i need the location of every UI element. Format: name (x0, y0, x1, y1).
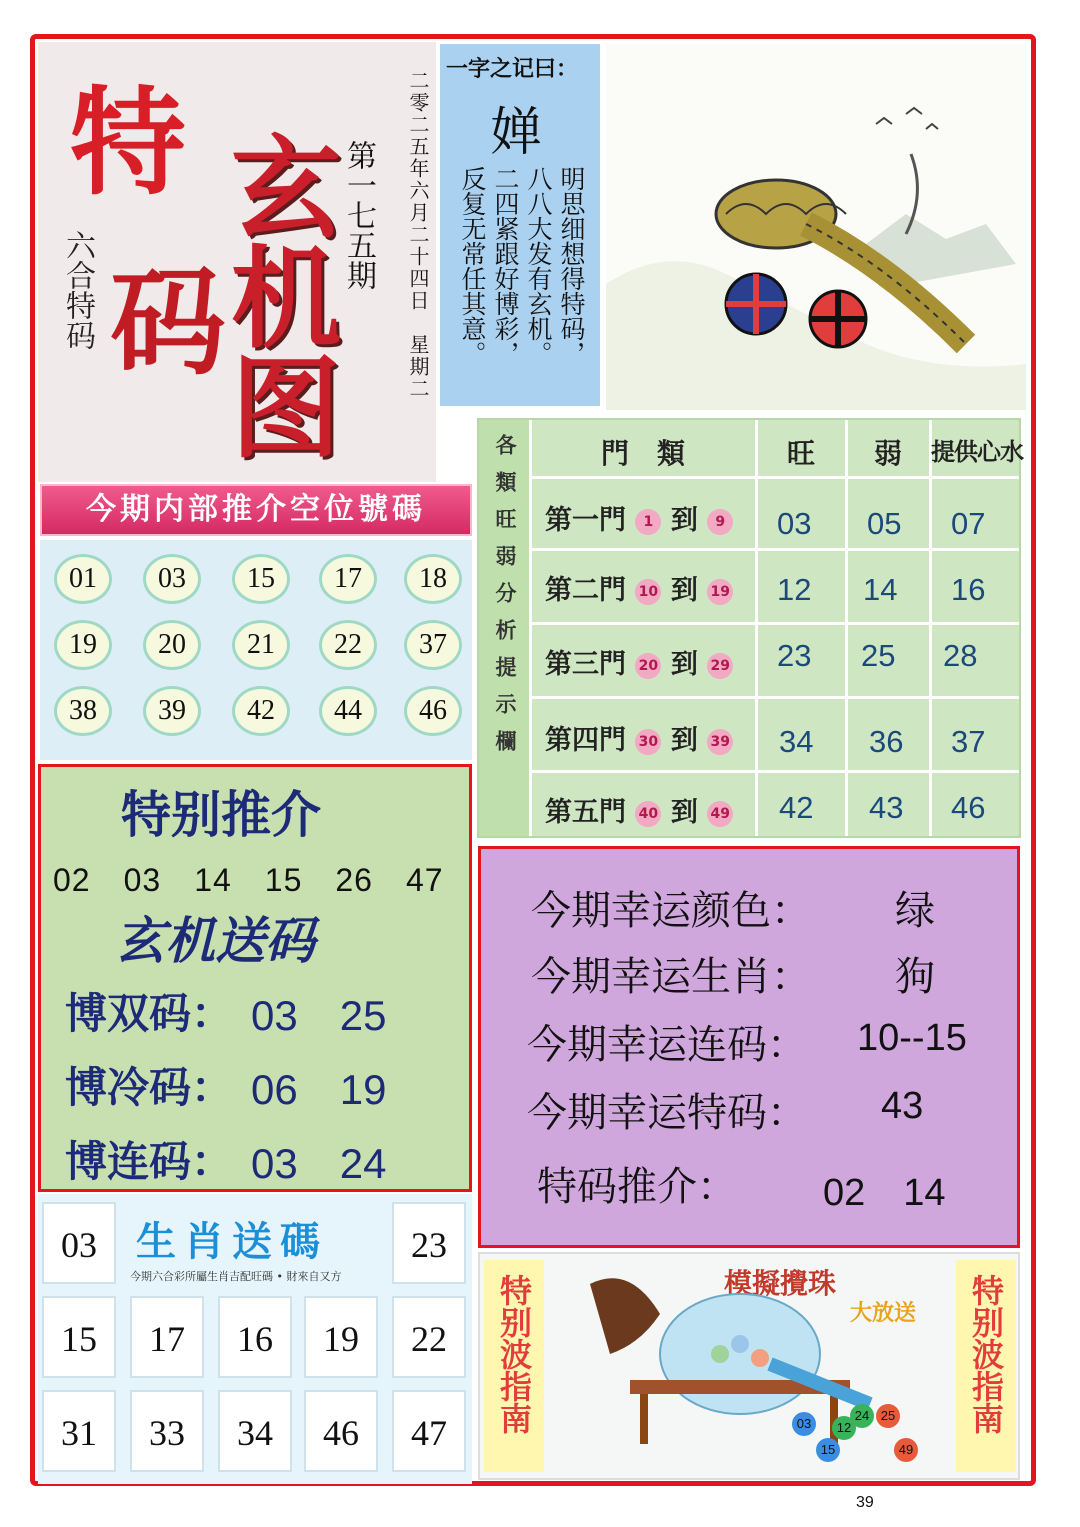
wave-panel (478, 1252, 1020, 1480)
riddle-char: 婵 (490, 103, 543, 163)
title-ma: 码 (110, 255, 226, 391)
riddle-title: 一字之记曰： (446, 57, 579, 82)
wave-side-right: 特别波指南 (967, 1274, 1005, 1434)
door-value: 28 (943, 638, 978, 673)
lucky-label: 今期幸运生肖： (531, 954, 811, 1000)
zodiac-cell: 46 (304, 1390, 378, 1472)
riddle-line-2: 八八大发有玄机。 (524, 166, 553, 366)
issue-number: 第一七五期 (341, 140, 376, 290)
riddle-line-3: 二四紧跟好博彩， (491, 166, 520, 366)
zodiac-panel (38, 1194, 472, 1484)
door-name: 第三門 (545, 649, 626, 680)
number-ball: 19 (54, 620, 112, 670)
door-to-word: 到 (670, 725, 698, 756)
number-ball: 15 (232, 554, 290, 604)
zodiac-subtitle: 今期六合彩所屬生肖吉配旺碼 • 財來自又方 (130, 1270, 342, 1283)
zodiac-cell: 16 (218, 1296, 292, 1378)
door-to-word: 到 (670, 575, 698, 606)
sim-ball: 25 (876, 1404, 900, 1428)
recommend-banner: 今期内部推介空位號碼 (40, 484, 472, 536)
door-value: 43 (869, 790, 904, 825)
page-number: 39 (856, 1494, 874, 1511)
number-ball: 01 (54, 554, 112, 604)
riddle-line-4: 反复无常任其意。 (458, 166, 487, 366)
door-from: 40 (635, 801, 661, 827)
special-label: 博连码： (65, 1137, 234, 1186)
door-to-word: 到 (670, 797, 698, 828)
wave-title: 模擬攪珠 (724, 1267, 837, 1300)
zodiac-cell: 33 (130, 1390, 204, 1472)
zodiac-cell: 17 (130, 1296, 204, 1378)
wave-side-left: 特别波指南 (495, 1274, 533, 1434)
door-value: 07 (951, 506, 986, 541)
door-from: 30 (635, 729, 661, 755)
zodiac-cell: 22 (392, 1296, 466, 1378)
title-xuanjitu: 玄机图 (213, 130, 342, 460)
door-to: 39 (707, 729, 733, 755)
special-value: 06 19 (251, 1066, 387, 1113)
door-from: 20 (635, 653, 661, 679)
door-value: 16 (951, 572, 986, 607)
door-value: 25 (861, 638, 896, 673)
door-header-weak: 弱 (873, 437, 902, 470)
number-ball: 22 (319, 620, 377, 670)
zodiac-cell: 03 (42, 1202, 116, 1284)
door-to: 9 (707, 509, 733, 535)
lucky-value: 狗 (895, 954, 935, 1000)
door-to: 29 (707, 653, 733, 679)
number-ball: 20 (143, 620, 201, 670)
door-row-3 (545, 642, 733, 681)
zodiac-title: 生肖送碼 (136, 1219, 328, 1265)
door-side-label: 各類旺弱分析提示欄 (493, 434, 517, 767)
pangolin-illustration (606, 44, 1026, 410)
door-value: 12 (777, 572, 812, 607)
lucky-label: 今期幸运特码： (527, 1090, 807, 1136)
special-value: 03 25 (251, 992, 387, 1039)
number-ball: 03 (143, 554, 201, 604)
sim-ball: 03 (792, 1412, 816, 1436)
door-from: 1 (635, 509, 661, 535)
door-header-strong: 旺 (786, 437, 815, 470)
lucky-label: 特码推介： (537, 1164, 737, 1210)
number-ball: 18 (404, 554, 462, 604)
door-value: 34 (779, 724, 814, 759)
special-numbers: 02 03 14 15 26 47 (53, 862, 444, 898)
number-ball: 44 (319, 686, 377, 736)
zodiac-cell: 15 (42, 1296, 116, 1378)
sim-ball: 24 (850, 1404, 874, 1428)
issue-date: 二零二五年六月二十四日 星期二 (406, 70, 430, 400)
sim-ball: 12 (832, 1416, 856, 1440)
door-from: 10 (635, 579, 661, 605)
zodiac-cell: 23 (392, 1202, 466, 1284)
lucky-label: 今期幸运颜色： (531, 888, 811, 934)
door-row-1 (545, 498, 733, 537)
sim-ball: 15 (816, 1438, 840, 1462)
door-to: 49 (707, 801, 733, 827)
door-row-2 (545, 568, 733, 607)
send-title: 玄机送码 (115, 912, 315, 970)
door-to: 19 (707, 579, 733, 605)
lucky-value: 02 14 (823, 1172, 946, 1214)
lucky-value: 43 (881, 1085, 924, 1127)
door-value: 03 (777, 506, 812, 541)
door-value: 37 (951, 724, 986, 759)
zodiac-cell: 31 (42, 1390, 116, 1472)
sim-ball: 49 (894, 1438, 918, 1462)
lucky-value: 绿 (895, 888, 935, 934)
number-ball: 39 (143, 686, 201, 736)
door-name: 第一門 (545, 505, 626, 536)
special-value: 03 24 (251, 1140, 387, 1187)
number-ball: 37 (404, 620, 462, 670)
special-label: 博双码： (65, 989, 234, 1038)
lucky-label: 今期幸运连码： (527, 1022, 807, 1068)
door-value: 05 (867, 506, 902, 541)
number-ball: 46 (404, 686, 462, 736)
door-name: 第四門 (545, 725, 626, 756)
number-ball: 42 (232, 686, 290, 736)
zodiac-cell: 47 (392, 1390, 466, 1472)
title-te: 特 (70, 75, 186, 211)
door-to-word: 到 (670, 649, 698, 680)
door-row-4 (545, 718, 733, 757)
wave-subtitle: 大放送 (850, 1301, 917, 1326)
special-title: 特别推介 (121, 786, 321, 844)
lucky-panel (478, 846, 1020, 1248)
lottery-machine-illustration (570, 1254, 950, 1478)
door-value: 14 (863, 572, 898, 607)
number-ball: 38 (54, 686, 112, 736)
door-value: 36 (869, 724, 904, 759)
door-value: 46 (951, 790, 986, 825)
riddle-line-1: 明思细想得特码， (557, 166, 586, 366)
door-header-tips: 提供心水 (931, 438, 1023, 466)
door-to-word: 到 (670, 505, 698, 536)
number-ball: 21 (232, 620, 290, 670)
subtitle: 六合特码 (60, 230, 95, 350)
door-row-5 (545, 790, 733, 829)
door-name: 第五門 (545, 797, 626, 828)
lucky-value: 10--15 (857, 1017, 967, 1059)
door-value: 23 (777, 638, 812, 673)
door-name: 第二門 (545, 575, 626, 606)
zodiac-cell: 19 (304, 1296, 378, 1378)
recommend-grid (40, 540, 472, 760)
door-value: 42 (779, 790, 814, 825)
special-label: 博冷码： (65, 1063, 234, 1112)
door-header-type: 門 類 (600, 437, 685, 470)
special-panel (38, 764, 472, 1192)
number-ball: 17 (319, 554, 377, 604)
door-table (477, 418, 1021, 838)
zodiac-cell: 34 (218, 1390, 292, 1472)
